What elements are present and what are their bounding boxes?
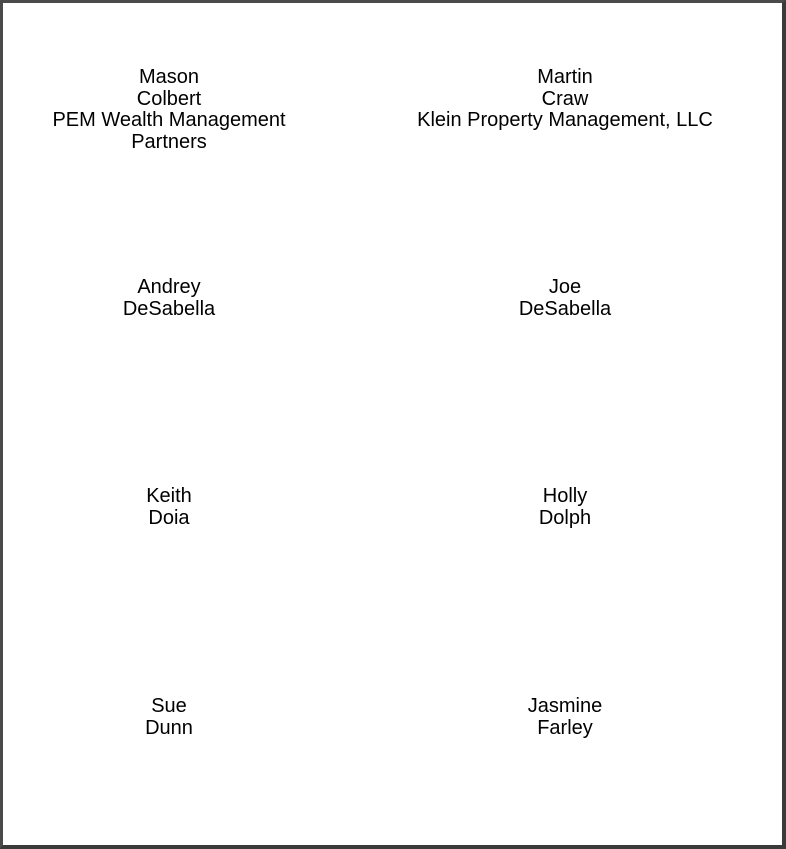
mailing-label	[0, 67, 359, 153]
mailing-label	[375, 486, 755, 529]
mailing-label	[0, 277, 359, 320]
company-name: PEM Wealth Management	[52, 109, 286, 131]
mailing-label	[0, 696, 359, 739]
first-name: Sue	[151, 695, 187, 717]
last-name: Dolph	[538, 506, 592, 529]
last-name: Doia	[148, 506, 190, 529]
first-name: Joe	[548, 276, 582, 298]
last-name: Dunn	[145, 716, 193, 739]
first-name: Mason	[138, 66, 200, 88]
mailing-label	[375, 277, 755, 320]
first-name: Martin	[537, 66, 593, 88]
mailing-label	[375, 67, 755, 132]
last-name: Farley	[537, 716, 593, 739]
mailing-label	[375, 696, 755, 739]
last-name: DeSabella	[122, 297, 216, 320]
company-name: Klein Property Management, LLC	[417, 109, 713, 131]
last-name: Colbert	[136, 87, 202, 110]
first-name: Andrey	[137, 276, 201, 298]
last-name: DeSabella	[518, 297, 612, 320]
last-name: Craw	[541, 87, 589, 110]
first-name: Holly	[542, 485, 588, 507]
first-name: Keith	[146, 485, 192, 507]
company-name-line-2: Partners	[131, 130, 207, 153]
mailing-label	[0, 486, 359, 529]
first-name: Jasmine	[527, 695, 603, 717]
